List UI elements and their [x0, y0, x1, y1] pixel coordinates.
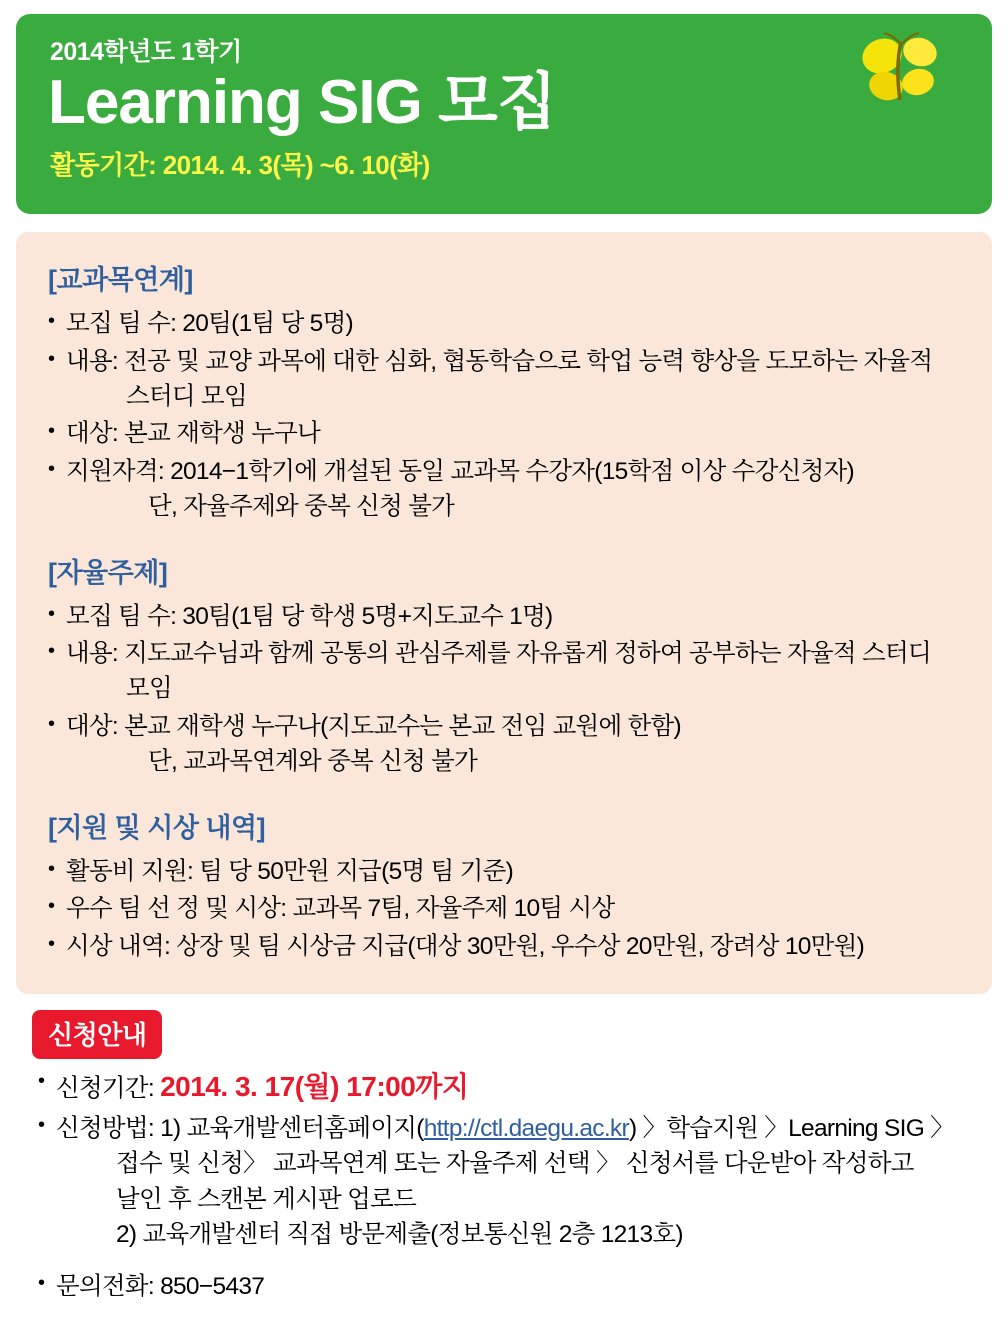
apply-method-label: 신청방법: — [56, 1114, 161, 1142]
list-item-text: 우수 팀 선 정 및 시상: 교과목 7팀, 자율주제 10팀 시상 — [66, 895, 615, 923]
apply-method-line3: 날인 후 스캔본 게시판 업로드 — [116, 1185, 417, 1213]
list-item — [42, 892, 966, 927]
section-list-free-topic — [42, 600, 966, 780]
list-item-continuation: 단, 교과목연계와 중복 신청 불가 — [148, 747, 478, 775]
list-item — [42, 637, 966, 707]
list-item-apply-method — [32, 1111, 982, 1253]
ctl-homepage-link[interactable]: http://ctl.daegu.ac.kr — [423, 1114, 629, 1142]
apply-list — [32, 1067, 982, 1304]
list-item — [42, 600, 966, 635]
section-heading-curriculum: [교과목연계] — [48, 265, 193, 295]
contact-phone-text: 문의전화: 850−5437 — [56, 1272, 265, 1300]
apply-method-line1-prefix: 1) 교육개발센터홈페이지( — [160, 1114, 424, 1142]
apply-section — [16, 1010, 992, 1304]
section-heading-free-topic: [자율주제] — [48, 557, 168, 588]
list-item — [42, 345, 966, 415]
list-item-continuation: 스터디 모임 — [126, 382, 247, 410]
apply-badge: 신청안내 — [32, 1010, 162, 1059]
list-item — [42, 855, 966, 890]
list-item-text: 모집 팀 수: 20팀(1팀 당 5명) — [66, 310, 353, 337]
list-item — [42, 455, 966, 525]
section-heading-support-award: [지원 및 시상 내역] — [48, 812, 266, 843]
list-item — [42, 417, 966, 452]
semester-label: 2014학년도 1학기 — [50, 38, 242, 66]
list-item-text: 시상 내역: 상장 및 팀 시상금 지급(대상 30만원, 우수상 20만원, 장려상 10만원) — [66, 933, 865, 961]
list-item-continuation: 모임 — [126, 675, 172, 703]
poster-header — [16, 14, 992, 214]
list-item-text: 내용: 전공 및 교양 과목에 대한 심화, 협동학습으로 학업 능력 향상을 도모하는 자율적 — [66, 347, 933, 375]
page-title: Learning SIG 모집 — [48, 68, 556, 137]
activity-period: 활동기간: 2014. 4. 3(목) ~6. 10(화) — [50, 150, 430, 181]
list-item-text: 내용: 지도교수님과 함께 공통의 관심주제를 자유롭게 정하여 공부하는 자율적 스터디 — [66, 640, 931, 668]
apply-method-line2: 접수 및 신청〉 교과목연계 또는 자율주제 선택 〉 신청서를 다운받아 작성하고 — [116, 1150, 914, 1178]
list-item — [42, 930, 966, 965]
section-list-support-award — [42, 855, 966, 965]
list-item — [42, 307, 966, 342]
list-item-contact-phone — [32, 1269, 982, 1305]
list-item-text: 대상: 본교 재학생 누구나 — [66, 420, 321, 448]
list-item-continuation: 단, 자율주제와 중복 신청 불가 — [148, 492, 455, 520]
apply-period-value: 2014. 3. 17(월) 17:00까지 — [160, 1070, 469, 1102]
butterfly-icon — [856, 30, 946, 110]
apply-method-line4: 2) 교육개발센터 직접 방문제출(정보통신원 2층 1213호) — [116, 1221, 683, 1249]
list-item-text: 모집 팀 수: 30팀(1팀 당 학생 5명+지도교수 1명) — [66, 602, 553, 630]
list-item-text: 지원자격: 2014−1학기에 개설된 동일 교과목 수강자(15학점 이상 수강신청자) — [66, 458, 854, 486]
list-item — [42, 710, 966, 780]
section-list-curriculum — [42, 307, 966, 525]
list-item-text: 활동비 지원: 팀 당 50만원 지급(5명 팀 기준) — [66, 857, 514, 885]
main-content-box — [16, 232, 992, 994]
list-item-text: 대상: 본교 재학생 누구나(지도교수는 본교 전임 교원에 한함) — [66, 713, 681, 741]
list-item-apply-period — [32, 1067, 982, 1108]
apply-period-label: 신청기간: — [56, 1074, 161, 1102]
apply-method-line1-suffix: ) 〉학습지원 〉Learning SIG 〉 — [628, 1114, 954, 1142]
